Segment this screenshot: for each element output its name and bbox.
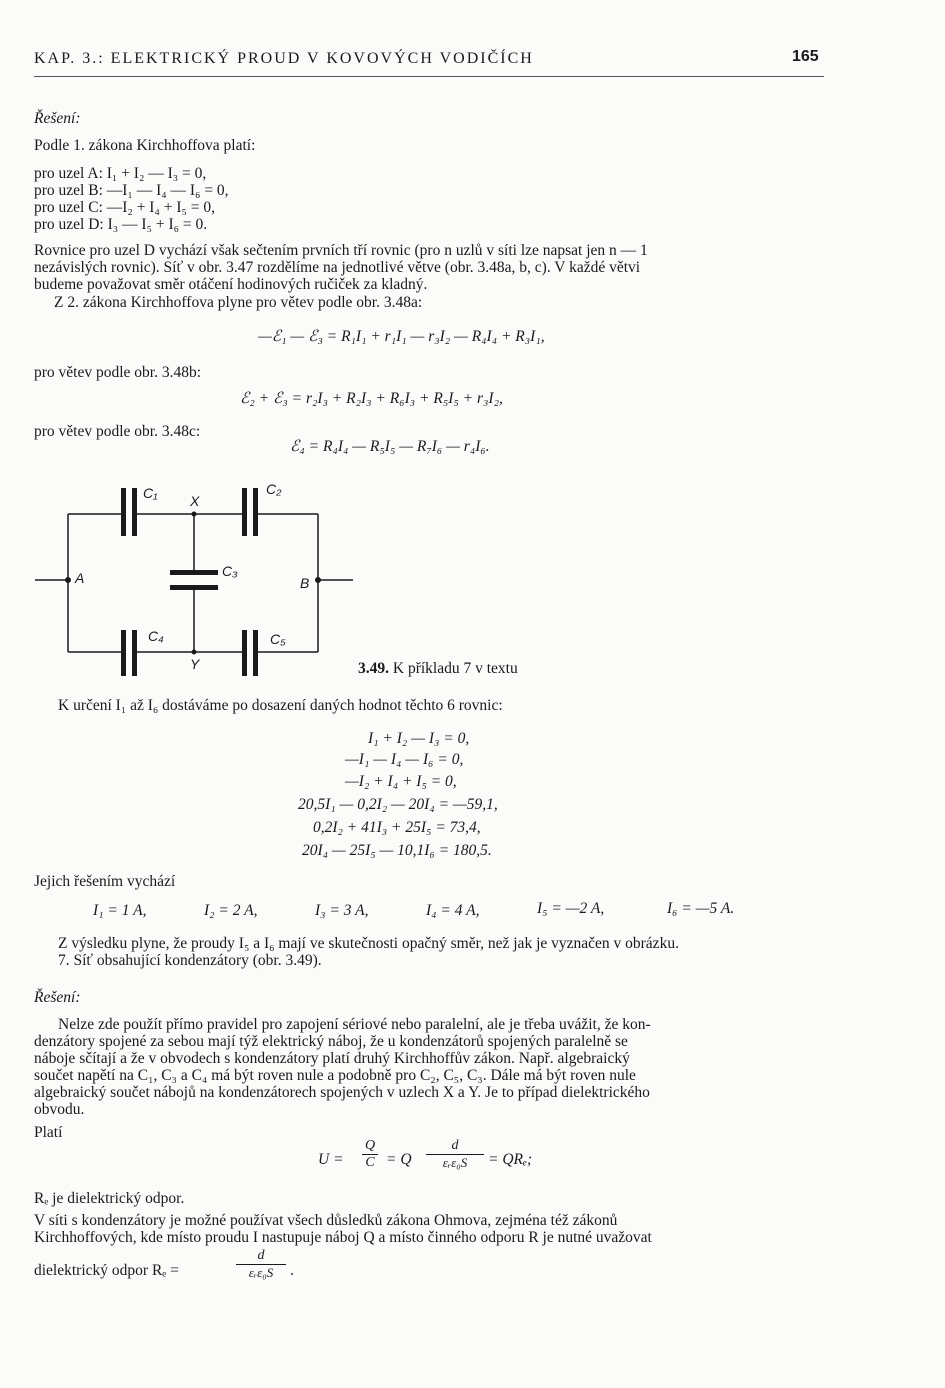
formula-rhs: = QRₑ; [488,1151,533,1168]
node-x-dot [192,512,197,517]
label-c3: C₃ [222,563,238,579]
plati-label: Platí [34,1124,63,1141]
fraction-denominator: εᵣε₀S [248,1265,274,1280]
fraction-q-over-c [362,1138,378,1171]
fraction-numerator: d [426,1138,484,1155]
capacitor-c3-plate [170,585,218,590]
result-i2: I₂ = 2 A, [204,902,258,919]
result-i1: I₁ = 1 A, [93,902,147,919]
figure-caption [358,660,518,678]
fraction-denominator: C [365,1155,375,1170]
capacitor-c1-plate [132,488,137,536]
paragraph-line: náboje sčítají a že v obvodech s kondenzátory platí druhý Kirchhoffův zákon. Např. algebraický [34,1050,630,1067]
capacitor-c2-plate [253,488,258,536]
figure-caption-text: K příkladu 7 v textu [389,660,518,677]
figure-number: 3.49. [358,660,389,677]
solution-heading-1: Řešení: [34,110,81,127]
result-i4: I₄ = 4 A, [426,902,480,919]
capacitor-network-diagram [30,478,365,678]
capacitor-c5-plate [242,630,247,676]
label-c4: C₄ [148,628,164,644]
paragraph-line: V síti s kondenzátory je možné používat všech důsledků zákona Ohmova, zejména též zákonů [34,1212,618,1229]
equation-branch-b: ℰ₂ + ℰ₃ = r₂I₃ + R₂I₃ + R₆I₃ + R₅I₅ + r₃I₂, [240,390,503,407]
system-equation: 0,2I₂ + 41I₃ + 25I₅ = 73,4, [313,819,481,836]
system-intro: K určení I₁ až I₆ dostáváme po dosazení daných hodnot těchto 6 rovnic: [58,697,503,714]
node-equation-a: pro uzel A: I₁ + I₂ — I₃ = 0, [34,165,207,182]
final-period: . [290,1262,294,1279]
equation-branch-a: —ℰ₁ — ℰ₃ = R₁I₁ + r₁I₁ — r₃I₂ — R₄I₄ + R₃I₁, [258,328,545,345]
fraction-numerator: Q [362,1138,378,1155]
label-c2: C₂ [266,481,282,497]
paragraph-line: obvodu. [34,1101,85,1118]
fraction-numerator: d [236,1248,286,1265]
label-node-x: X [190,493,200,509]
fraction-re [236,1248,286,1281]
capacitor-c4-plate [121,630,126,676]
running-header: KAP. 3.: ELEKTRICKÝ PROUD V KOVOVÝCH VODIČÍCH [34,50,534,67]
node-a-dot [65,577,71,583]
system-equation: —I₂ + I₄ + I₅ = 0, [345,773,457,790]
system-equation: I₁ + I₂ — I₃ = 0, [368,730,470,747]
capacitor-c3-plate [170,570,218,575]
formula-mid: = Q [386,1151,412,1168]
node-equation-d: pro uzel D: I₃ — I₅ + I₆ = 0. [34,216,208,233]
label-c5: C₅ [270,631,286,647]
solution-heading-2: Řešení: [34,989,81,1006]
fraction-d-over-s [426,1138,484,1171]
node-y-dot [192,650,197,655]
equation-branch-c: ℰ₄ = R₄I₄ — R₅I₅ — R₇I₆ — r₄I₆. [290,438,490,455]
header-rule [34,76,824,77]
page-number: 165 [792,48,819,65]
paragraph-line: budeme považovat směr otáčení hodinových ručiček za kladný. [34,276,428,293]
paragraph-line: Kirchhoffových, kde místo proudu I nastupuje náboj Q a místo činného odporu R je nutné uvažovat [34,1229,652,1246]
label-node-y: Y [190,656,200,672]
branch-c-label: pro větev podle obr. 3.48c: [34,423,201,440]
paragraph-line: Nelze zde použít přímo pravidel pro zapojení sériové nebo paralelní, ale je třeba uvážit, že kon- [58,1016,651,1033]
branch-b-label: pro větev podle obr. 3.48b: [34,364,202,381]
result-i5: I₅ = —2 A, [537,900,605,917]
capacitor-c2-plate [242,488,247,536]
label-c1: C₁ [143,485,158,501]
kirchhoff1-intro: Podle 1. zákona Kirchhoffova platí: [34,137,256,154]
solution-label: Jejich řešením vychází [34,873,176,890]
formula-lhs: U = [318,1151,344,1168]
result-i6: I₆ = —5 A. [667,900,735,917]
fraction-denominator: εᵣε₀S [442,1155,468,1170]
kirchhoff2-intro: Z 2. zákona Kirchhoffova plyne pro větev podle obr. 3.48a: [54,294,423,311]
node-equation-b: pro uzel B: —I₁ — I₄ — I₆ = 0, [34,182,229,199]
paragraph-line: součet napětí na C₁, C₃ a C₄ má být roven nule a podobně pro C₂, C₅, C₃. Dále má být roven nule [34,1067,636,1084]
system-equation: —I₁ — I₄ — I₆ = 0, [345,751,464,768]
label-node-a: A [75,570,85,586]
capacitor-c4-plate [132,630,137,676]
paragraph-line: Rovnice pro uzel D vychází však sečtením prvních tří rovnic (pro n uzlů v síti lze napsat jen n — 1 [34,242,648,259]
paragraph-line: algebraický součet nábojů na kondenzátorech spojených v uzlech X a Y. Je to případ dielektrického [34,1084,650,1101]
paragraph-line: denzátory spojené za sebou mají týž elektrický náboj, že u kondenzátorů spojených paralelně se [34,1033,628,1050]
re-definition: Rₑ je dielektrický odpor. [34,1190,185,1207]
capacitor-c5-plate [253,630,258,676]
label-node-b: B [300,575,310,591]
result-i3: I₃ = 3 A, [315,902,369,919]
task-7-heading: 7. Síť obsahující kondenzátory (obr. 3.49). [58,952,322,969]
capacitor-c1-plate [121,488,126,536]
result-conclusion: Z výsledku plyne, že proudy I₅ a I₆ mají ve skutečnosti opačný směr, než jak je vyznačen v obrázku. [58,935,679,952]
node-b-dot [315,577,321,583]
final-line-text: dielektrický odpor Rₑ = [34,1262,179,1279]
system-equation: 20,5I₁ — 0,2I₂ — 20I₄ = —59,1, [298,796,498,813]
paragraph-line: nezávislých rovnic). Síť v obr. 3.47 rozdělíme na jednotlivé větve (obr. 3.48a, b, c). V každé větvi [34,259,641,276]
system-equation: 20I₄ — 25I₅ — 10,1I₆ = 180,5. [302,842,492,859]
node-equation-c: pro uzel C: —I₂ + I₄ + I₅ = 0, [34,199,216,216]
